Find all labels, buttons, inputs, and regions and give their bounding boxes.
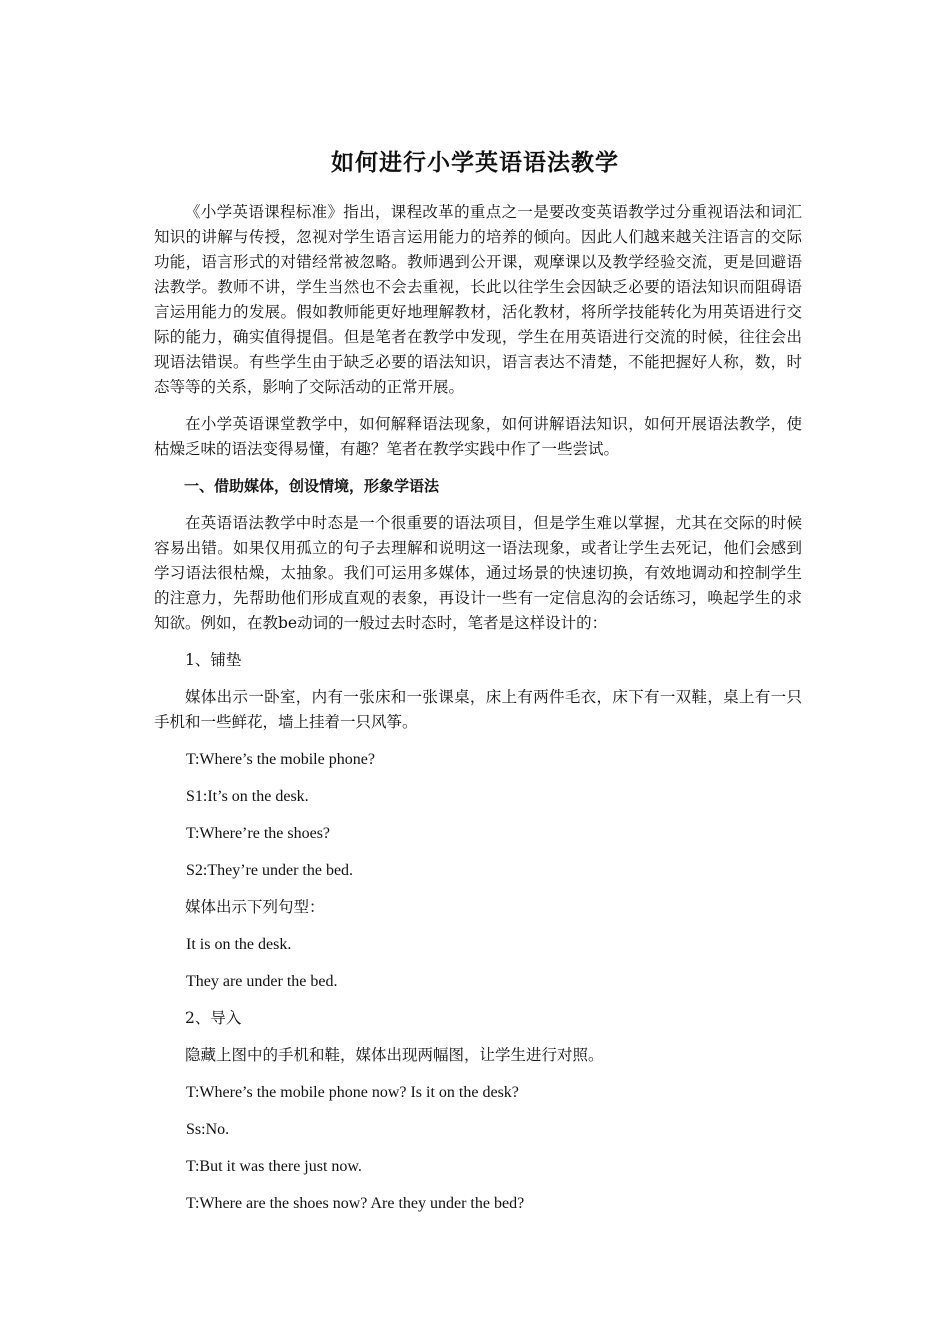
example-sentence: It is on the desk.	[186, 936, 292, 953]
step-2-label: 2、导入	[185, 1009, 242, 1027]
dialogue-line: T:Where are the shoes now? Are they under the bed?	[186, 1195, 525, 1212]
example-sentence: They are under the bed.	[186, 973, 338, 990]
intro-paragraph-2: 在小学英语课堂教学中，如何解释语法现象，如何讲解语法知识，如何开展语法教学，使枯燥乏味的语法变得易懂，有趣？笔者在教学实践中作了一些尝试。	[154, 415, 802, 458]
intro-paragraph-1: 《小学英语课程标准》指出，课程改革的重点之一是要改变英语教学过分重视语法和词汇知识的讲解与传授，忽视对学生语言运用能力的培养的倾向。因此人们越来越关注语言的交际功能，语言形式的对错经常被忽略。教师遇到公开课，观摩课以及教学经验交流，更是回避语法教学。教师不讲，学生当然也不会去重视，长此以往学生会因缺乏必要的语法知识而阻碍语言运用能力的发展。假如教师能更好地理解教材，活化教材，将所学技能转化为用英语进行交际的能力，确实值得提倡。但是笔者在教学中发现，学生在用英语进行交流的时候，往往会出现语法错误。有些学生由于缺乏必要的语法知识，语言表达不清楚，不能把握好人称，数，时态等等的关系，影响了交际活动的正常开展。	[154, 203, 802, 396]
step-1-label: 1、铺垫	[185, 651, 242, 669]
sentence-intro: 媒体出示下列句型：	[185, 898, 325, 916]
dialogue-line: Ss:No.	[186, 1121, 230, 1138]
section-1-heading: 一、借助媒体，创设情境，形象学语法	[184, 477, 440, 495]
dialogue-line: T:Where’s the mobile phone now? Is it on the desk?	[186, 1084, 519, 1101]
dialogue-line: T:But it was there just now.	[186, 1158, 362, 1175]
document-body	[154, 200, 802, 1228]
step-2-description: 隐藏上图中的手机和鞋，媒体出现两幅图，让学生进行对照。	[185, 1046, 604, 1064]
dialogue-line: S1:It’s on the desk.	[186, 788, 309, 805]
dialogue-line: T:Where’s the mobile phone?	[186, 751, 375, 768]
dialogue-line: S2:They’re under the bed.	[186, 862, 354, 879]
dialogue-line: T:Where’re the shoes?	[186, 825, 331, 842]
document-title: 如何进行小学英语语法教学	[331, 149, 619, 176]
section-1-paragraph: 在英语语法教学中时态是一个很重要的语法项目，但是学生难以掌握，尤其在交际的时候容易出错。如果仅用孤立的句子去理解和说明这一语法现象，或者让学生去死记，他们会感到学习语法很枯燥，太抽象。我们可运用多媒体，通过场景的快速切换，有效地调动和控制学生的注意力，先帮助他们形成直观的表象，再设计一些有一定信息沟的会话练习，唤起学生的求知欲。例如，在教be动词的一般过去时态时，笔者是这样设计的：	[154, 514, 802, 632]
step-1-description: 媒体出示一卧室，内有一张床和一张课桌，床上有两件毛衣，床下有一双鞋，桌上有一只手机和一些鲜花，墙上挂着一只风筝。	[154, 688, 802, 731]
